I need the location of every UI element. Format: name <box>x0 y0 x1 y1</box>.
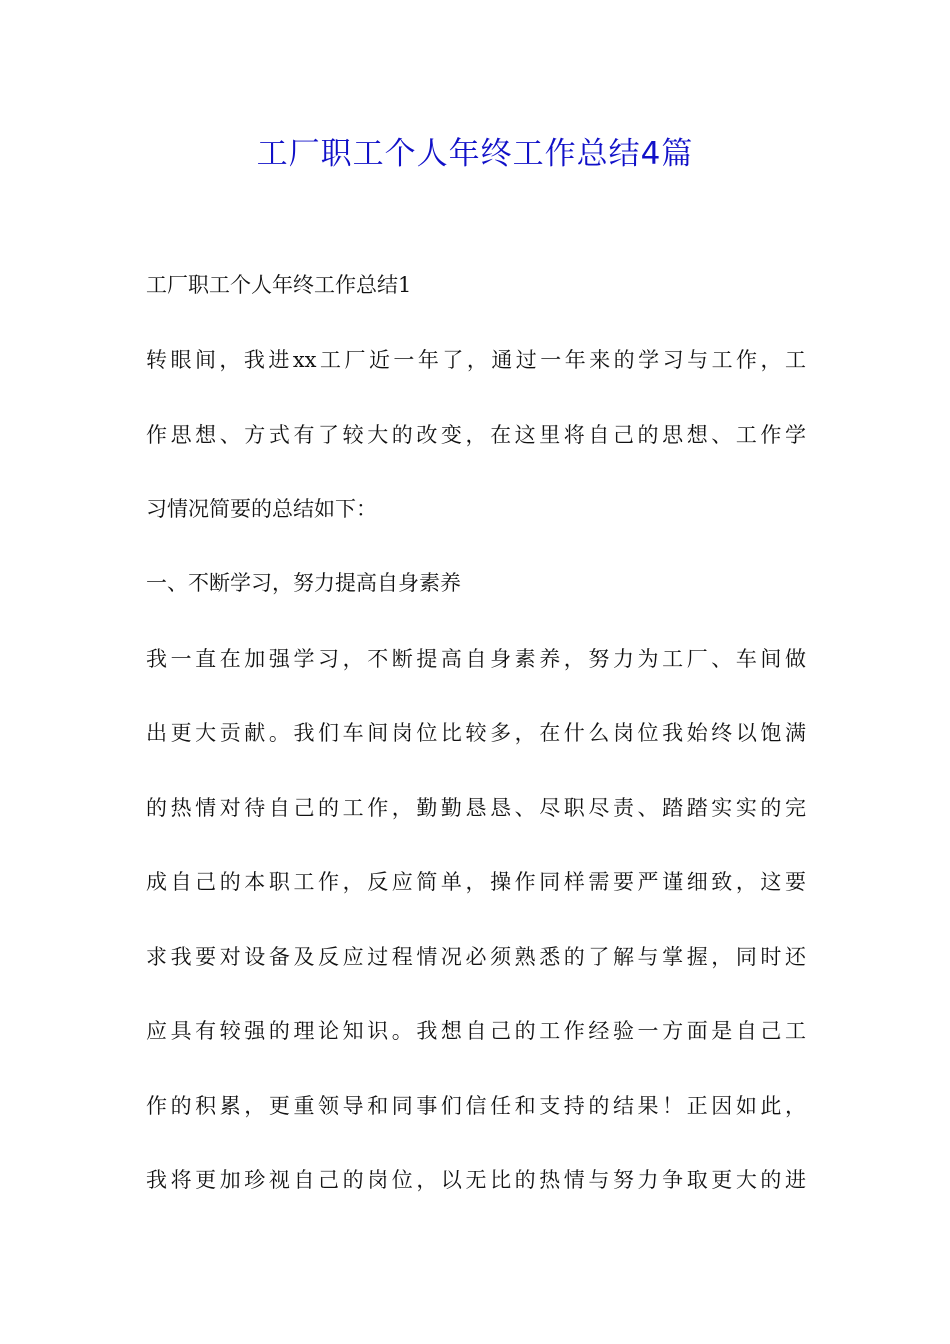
paragraph-line: 应具有较强的理论知识。我想自己的工作经验一方面是自己工 <box>146 1019 806 1043</box>
paragraph-line: 的热情对待自己的工作，勤勤恳恳、尽职尽责、踏踏实实的完 <box>146 796 806 820</box>
paragraph-line: 作思想、方式有了较大的改变，在这里将自己的思想、工作学 <box>146 423 806 447</box>
paragraph-line: 我一直在加强学习，不断提高自身素养，努力为工厂、车间做 <box>146 647 806 671</box>
paragraph-line: 成自己的本职工作，反应简单，操作同样需要严谨细致，这要 <box>146 870 806 894</box>
subheading-one: 一、不断学习，努力提高自身素养 <box>146 571 461 595</box>
paragraph-line: 出更大贡献。我们车间岗位比较多，在什么岗位我始终以饱满 <box>146 721 806 745</box>
section-heading-1: 工厂职工个人年终工作总结1 <box>146 273 412 297</box>
paragraph-line: 求我要对设备及反应过程情况必须熟悉的了解与掌握，同时还 <box>146 945 806 969</box>
paragraph-line: 习情况简要的总结如下： <box>146 497 377 521</box>
paragraph-line: 我将更加珍视自己的岗位，以无比的热情与努力争取更大的进 <box>146 1168 806 1192</box>
document-title: 工厂职工个人年终工作总结4篇 <box>256 136 694 172</box>
paragraph-line: 作的积累，更重领导和同事们信任和支持的结果！正因如此， <box>146 1094 806 1118</box>
paragraph-line: 转眼间，我进xx工厂近一年了，通过一年来的学习与工作，工 <box>146 348 806 372</box>
